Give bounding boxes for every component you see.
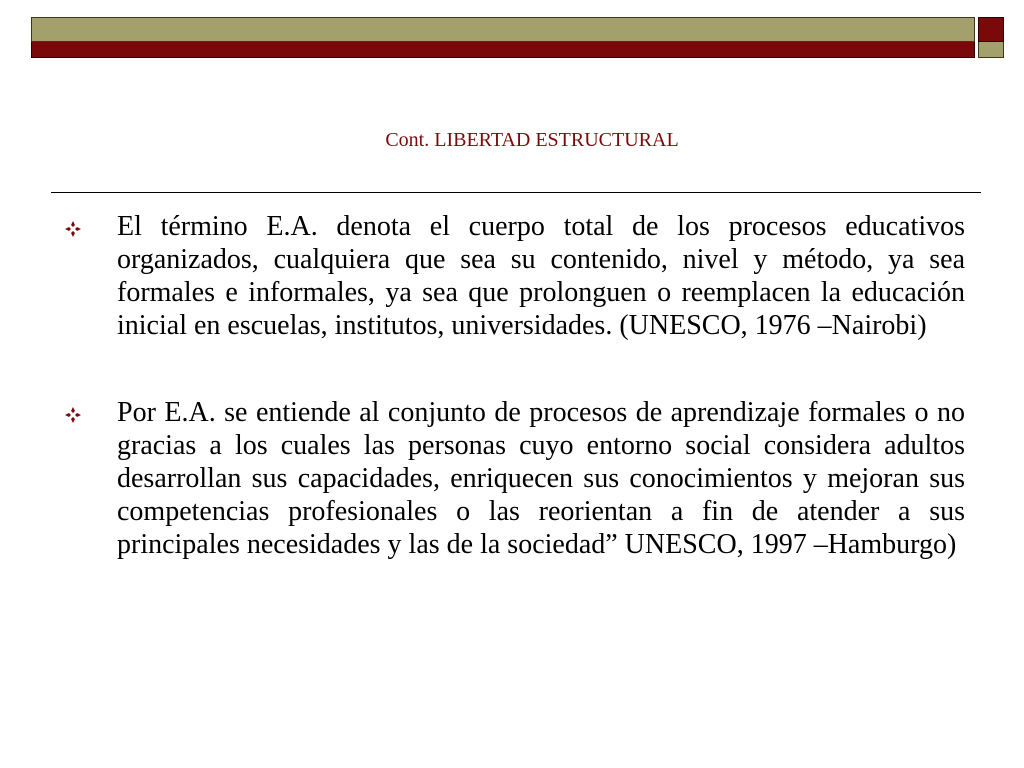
bullet-text: Por E.A. se entiende al conjunto de procesos de aprendizaje formales o no gracias a los cuales las personas cuyo entorno social considera adultos desarrollan sus capacidades, enriquecen sus conocimientos y mejoran sus competencias profesionales o las reorientan a fin de atender a sus principales necesidades y las de la sociedad” UNESCO, 1997 –Hamburgo) bbox=[117, 397, 965, 560]
corner-square-olive bbox=[978, 42, 1004, 58]
header-stripe-red bbox=[31, 42, 975, 58]
diamond-four-petal-icon bbox=[65, 407, 81, 423]
header-band bbox=[31, 17, 975, 58]
bullet-text: El término E.A. denota el cuerpo total de los procesos educativos organizados, cualquiera que sea su contenido, nivel y método, ya sea formales e informales, ya sea que prolonguen o reemplacen la educación inicial en escuelas, institutos, universidades. (UNESCO, 1976 –Nairobi) bbox=[117, 211, 965, 341]
header-stripe-olive bbox=[31, 17, 975, 42]
bullet-item bbox=[65, 396, 965, 561]
bullet-item bbox=[65, 210, 965, 342]
slide-title: Cont. LIBERTAD ESTRUCTURAL bbox=[385, 129, 679, 151]
bullet-list bbox=[65, 210, 965, 615]
title-divider bbox=[51, 192, 981, 193]
corner-square-red bbox=[978, 17, 1004, 42]
diamond-four-petal-icon bbox=[65, 221, 81, 237]
header-corner-block bbox=[978, 17, 1004, 58]
